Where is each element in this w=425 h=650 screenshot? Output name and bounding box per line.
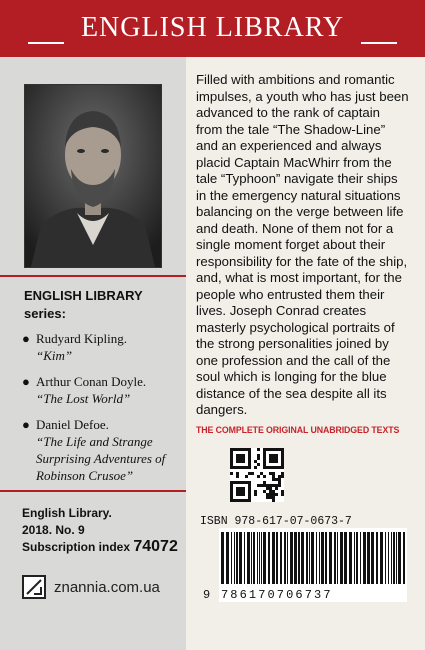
series-banner-title: ENGLISH LIBRARY — [0, 12, 425, 44]
divider-top — [0, 275, 186, 277]
series-list — [20, 330, 180, 493]
publisher-website: znannia.com.ua — [54, 579, 160, 596]
bullet-icon: ● — [22, 374, 30, 389]
series-heading: ENGLISH LIBRARY — [24, 288, 143, 303]
book-description: Filled with ambitions and romantic impulses, a youth who has just been advanced to the rank of captain from the tale “The Shadow-Line” and an experienced and always placid Captain MacWhirr from the tale “Typhoon” navigate their ships in the emergency natural situations balancing on the verge between life and death. None of them not for a single moment forget about their responsibility for the fate of the ship, and, what is most important, for the people who entrusted them their lives. Joseph Conrad creates masterly psychological portraits of the strong personalities joined by one profession and the call of the soul which is longing for the blue distance of the sea despite all its dangers. — [196, 72, 409, 417]
series-author: Arthur Conan Doyle. — [36, 374, 147, 389]
series-book-title: “Kim” — [36, 348, 73, 363]
series-subheading: series: — [24, 306, 66, 321]
series-author: Daniel Defoe. — [36, 417, 109, 432]
barcode-icon — [221, 532, 406, 584]
publisher-logo — [22, 575, 172, 601]
edition-name: English Library. — [22, 506, 112, 520]
unabridged-notice: THE COMPLETE ORIGINAL UNABRIDGED TEXTS — [196, 425, 400, 435]
bullet-icon: ● — [22, 417, 30, 432]
series-author: Rudyard Kipling. — [36, 331, 127, 346]
series-book-title: “The Life and Strange Surprising Adventures of Robinson Crusoe” — [36, 434, 166, 483]
edition-issue: 2018. No. 9 — [22, 523, 85, 537]
publisher-logo-icon — [22, 575, 46, 599]
list-item — [20, 416, 180, 484]
qr-code-icon — [230, 448, 284, 502]
barcode-digits: 786170706737 — [221, 588, 333, 602]
author-portrait — [24, 84, 162, 268]
subscription-line — [22, 538, 178, 556]
subscription-label: Subscription index — [22, 540, 131, 554]
subscription-number: 74072 — [133, 538, 178, 555]
isbn-label: ISBN 978-617-07-0673-7 — [200, 515, 352, 528]
bullet-icon: ● — [22, 331, 30, 346]
list-item — [20, 330, 180, 364]
author-portrait-icon — [25, 85, 161, 267]
list-item — [20, 373, 180, 407]
barcode-first-digit: 9 — [203, 588, 211, 602]
series-book-title: “The Lost World” — [36, 391, 131, 406]
